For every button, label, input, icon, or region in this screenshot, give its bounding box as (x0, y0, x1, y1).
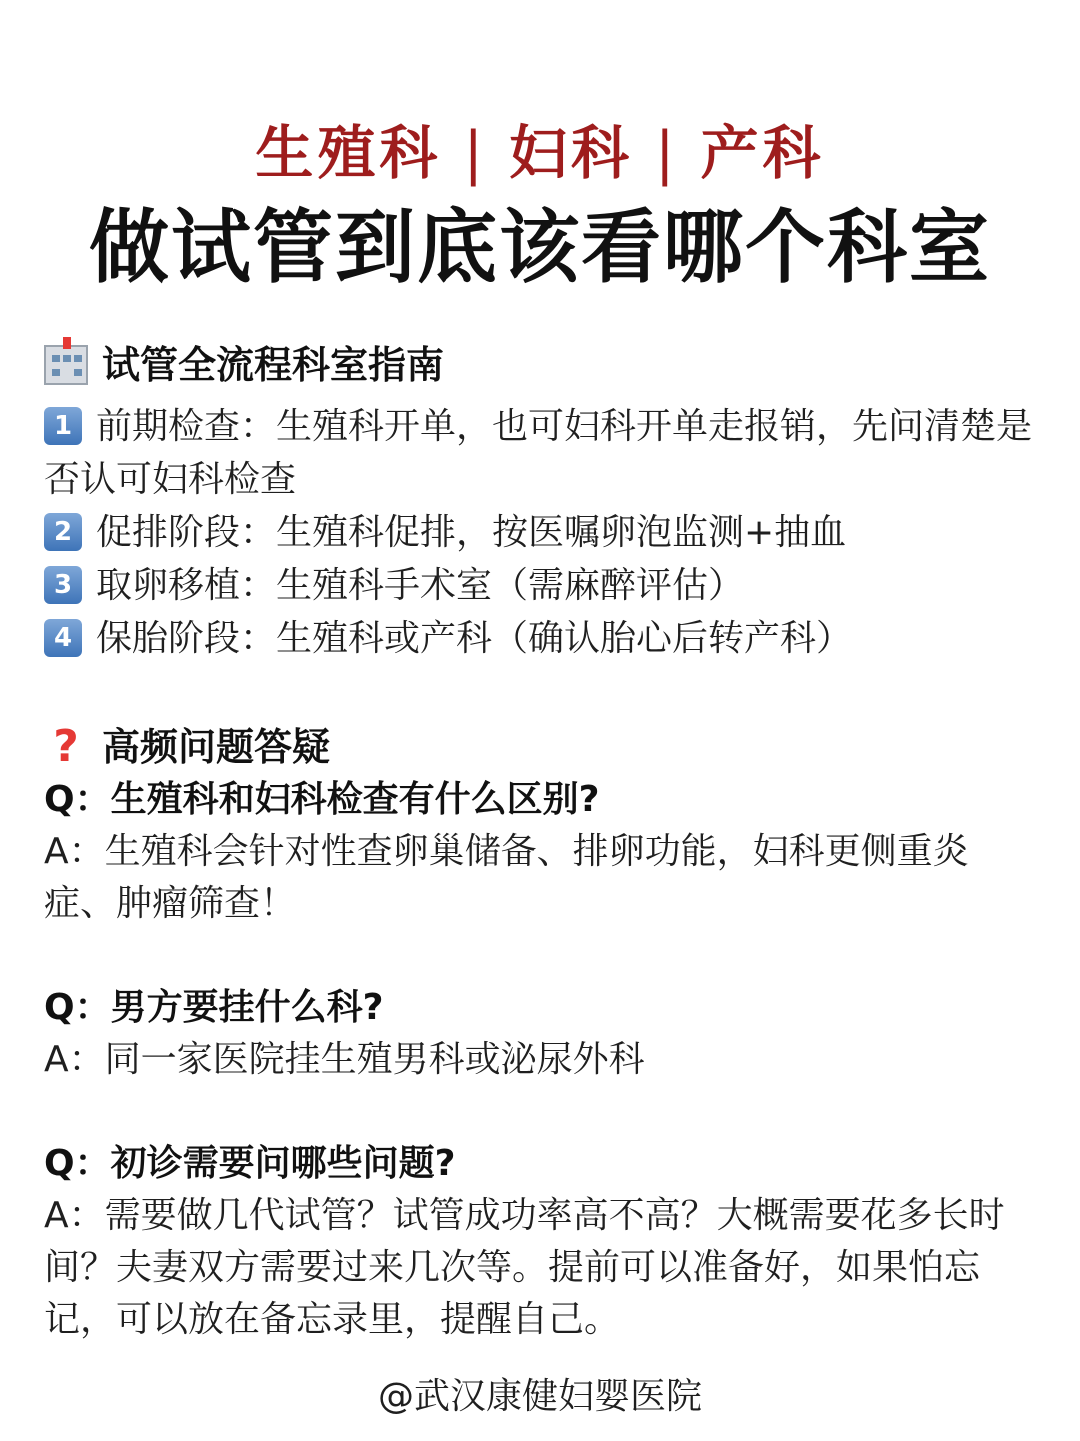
faq-section (44, 720, 1034, 1398)
faq-answer: A：需要做几代试管？试管成功率高不高？大概需要花多长时间？夫妻双方需要过来几次等。提前可以准备好，如果怕忘记，可以放在备忘录里，提醒自己。 (44, 1195, 1005, 1340)
subtitle-separator: | (655, 119, 679, 187)
guide-step-text: 前期检查：生殖科开单，也可妇科开单走报销，先问清楚是否认可妇科检查 (44, 406, 1033, 500)
number-2-badge-icon: 2 (44, 513, 82, 551)
faq-question: Q：生殖科和妇科检查有什么区别? (44, 779, 600, 820)
faq-question: Q：男方要挂什么科? (44, 987, 384, 1028)
faq-item (44, 774, 1034, 930)
guide-step-text: 促排阶段：生殖科促排，按医嘱卵泡监测+抽血 (96, 512, 847, 553)
faq-question: Q：初诊需要问哪些问题? (44, 1143, 456, 1184)
guide-step-3 (44, 559, 1034, 612)
number-4-badge-icon: 4 (44, 619, 82, 657)
faq-item (44, 982, 1034, 1086)
page-title: 做试管到底该看哪个科室 (89, 201, 991, 294)
guide-step-2 (44, 506, 1034, 559)
question-mark-icon: ? (53, 721, 79, 772)
hospital-icon (44, 345, 88, 385)
guide-step-text: 保胎阶段：生殖科或产科（确认胎心后转产科） (96, 618, 853, 659)
guide-step-4 (44, 612, 1034, 665)
faq-heading-text: 高频问题答疑 (102, 725, 331, 769)
subtitle-part-obstetrics: 产科 (700, 119, 825, 187)
faq-item (44, 1138, 1034, 1346)
department-subtitle (0, 118, 1080, 188)
faq-answer: A：生殖科会针对性查卵巢储备、排卵功能，妇科更侧重炎症、肿瘤筛查！ (44, 831, 969, 924)
guide-step-1 (44, 400, 1034, 506)
number-3-badge-icon: 3 (44, 566, 82, 604)
faq-heading (44, 720, 1034, 774)
account-handle: @武汉康健妇婴医院 (377, 1376, 702, 1417)
guide-section (44, 338, 1034, 665)
subtitle-separator: | (463, 119, 487, 187)
guide-heading (44, 338, 1034, 392)
guide-heading-text: 试管全流程科室指南 (102, 343, 445, 387)
subtitle-part-gynecology: 妇科 (508, 119, 633, 187)
subtitle-part-reproductive: 生殖科 (255, 119, 442, 187)
faq-answer: A：同一家医院挂生殖男科或泌尿外科 (44, 1039, 645, 1080)
number-1-badge-icon: 1 (44, 407, 82, 445)
guide-step-text: 取卵移植：生殖科手术室（需麻醉评估） (96, 565, 745, 606)
